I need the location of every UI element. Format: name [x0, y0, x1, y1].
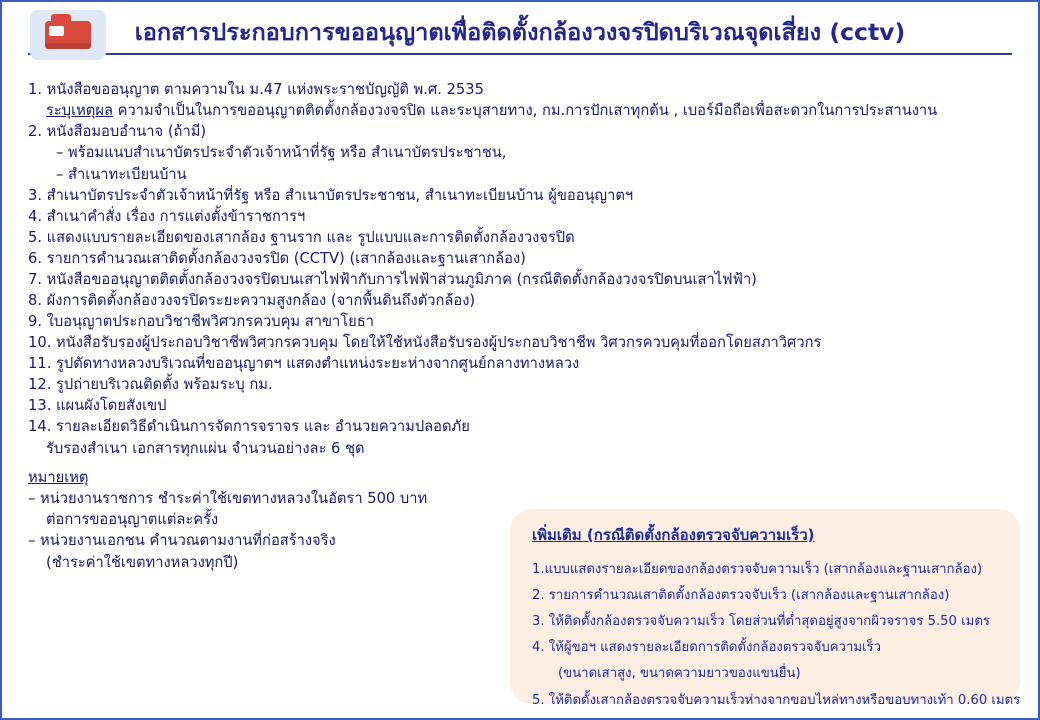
panel-title: เพิ่มเติม (กรณีติดตั้งกล้องตรวจจับความเร็ว)	[532, 526, 815, 544]
list-item: 3. สำเนาบัตรประจำตัวเจ้าหน้าที่รัฐ หรือ สำเนาบัตรประชาชน, สำเนาทะเบียนบ้าน ผู้ขออนุญาตฯ	[28, 186, 634, 204]
list-item: 8. ผังการติดตั้งกล้องวงจรปิดระยะความสูงกล้อง (จากพื้นดินถึงตัวกล้อง)	[28, 291, 476, 309]
notes-heading: หมายเหตุ	[28, 469, 89, 487]
scanner-shape	[45, 21, 91, 49]
panel-list-item: (ขนาดเสาสูง, ขนาดความยาวของแขนยื่น)	[558, 666, 801, 682]
list-item: 13. แผนผังโดยสังเขป	[28, 397, 167, 415]
list-item-emphasis: ระบุเหตุผล	[46, 102, 113, 120]
list-item-label: ความจำเป็นในการขออนุญาตติดตั้งกล้องวงจรปิด และระบุสายทาง, กม.การปักเสาทุกต้น , เบอร์มือถือเพื่อสะดวกในการประสานงาน	[112, 102, 938, 120]
list-item: 9. ใบอนุญาตประกอบวิชาชีพวิศวกรควบคุม สาขาโยธา	[28, 313, 374, 331]
list-item	[2, 101, 1038, 122]
list-item: 4. สำเนาคำสั่ง เรื่อง การแต่งตั้งข้าราชการฯ	[28, 207, 306, 225]
list-item: 7. หนังสือขออนุญาตติดตั้งกล้องวงจรปิดบนเสาไฟฟ้ากับการไฟฟ้าส่วนภูมิภาค (กรณีติดตั้งกล้องวงจรปิดบนเสาไฟฟ้า)	[28, 270, 757, 288]
list-item: 10. หนังสือรับรองผู้ประกอบวิชาชีพวิศวกรควบคุม โดยให้ใช้หนังสือรับรองผู้ประกอบวิชาชีพ วิศวกรควบคุมที่ออกโดยสภาวิศวกร	[28, 334, 822, 352]
note-item: – หน่วยงานเอกชน คำนวณตามงานที่ก่อสร้างจริง	[28, 532, 336, 550]
panel-list-item: 4. ให้ผู้ขอฯ แสดงรายละเอียดการติดตั้งกล้องตรวจจับความเร็ว	[532, 640, 882, 656]
spacer	[2, 459, 1038, 468]
list-item: 1. หนังสือขออนุญาต ตามความใน ม.47 แห่งพระราชบัญญัติ พ.ศ. 2535	[28, 81, 484, 99]
list-item: 2. หนังสือมอบอำนาจ (ถ้ามี)	[28, 123, 207, 141]
document-header	[2, 2, 1038, 70]
list-item: – พร้อมแนบสำเนาบัตรประจำตัวเจ้าหน้าที่รัฐ หรือ สำเนาบัตรประชาชน,	[56, 144, 507, 162]
note-item: (ชำระค่าใช้เขตทางหลวงทุกปี)	[46, 553, 239, 571]
list-item: รับรองสำเนา เอกสารทุกแผ่น จำนวนอย่างละ 6 ชุด	[46, 439, 365, 457]
additional-info-panel	[510, 509, 1021, 708]
note-item: ต่อการขออนุญาตแต่ละครั้ง	[46, 511, 219, 529]
page-title: เอกสารประกอบการขออนุญาตเพื่อติดตั้งกล้องวงจรปิดบริเวณจุดเสี่ยง (cctv)	[134, 18, 906, 46]
list-item: – สำเนาทะเบียนบ้าน	[56, 165, 187, 183]
list-item: 14. รายละเอียดวิธีดำเนินการจัดการจราจร และ อำนวยความปลอดภัย	[28, 418, 470, 436]
note-item: – หน่วยงานราชการ ชำระค่าใช้เขตทางหลวงในอัตรา 500 บาท	[28, 490, 428, 508]
title-divider	[28, 53, 1012, 55]
list-item: 5. แสดงแบบรายละเอียดของเสากล้อง ฐานราก และ รูปแบบและการติดตั้งกล้องวงจรปิด	[28, 228, 575, 246]
red-scanner-icon	[30, 10, 106, 60]
list-item: 6. รายการคำนวณเสาติดตั้งกล้องวงจรปิด (CCTV) (เสากล้องและฐานเสากล้อง)	[28, 249, 526, 267]
panel-list-item: 3. ให้ติดตั้งกล้องตรวจจับความเร็ว โดยส่วนที่ต่ำสุดอยู่สูงจากผิวจราจร 5.50 เมตร	[532, 613, 990, 629]
requirements-list	[2, 70, 1038, 573]
list-item: 11. รูปตัดทางหลวงบริเวณที่ขออนุญาตฯ แสดงตำแหน่งระยะห่างจากศูนย์กลางทางหลวง	[28, 355, 580, 373]
panel-list-item: 5. ให้ติดตั้งเสากล้องตรวจจับความเร็วห่างจากขอบไหล่ทางหรือขอบทางเท้า 0.60 เมตร	[532, 692, 1021, 708]
list-item: 12. รูปถ่ายบริเวณติดตั้ง พร้อมระบุ กม.	[28, 376, 273, 394]
panel-list-item: 2. รายการคำนวณเสาติดตั้งกล้องตรวจจับเร็ว (เสากล้องและฐานเสากล้อง)	[532, 587, 950, 603]
panel-list-item: 1.แบบแสดงรายละเอียดของกล้องตรวจจับความเร็ว (เสากล้องและฐานเสากล้อง)	[532, 561, 983, 577]
